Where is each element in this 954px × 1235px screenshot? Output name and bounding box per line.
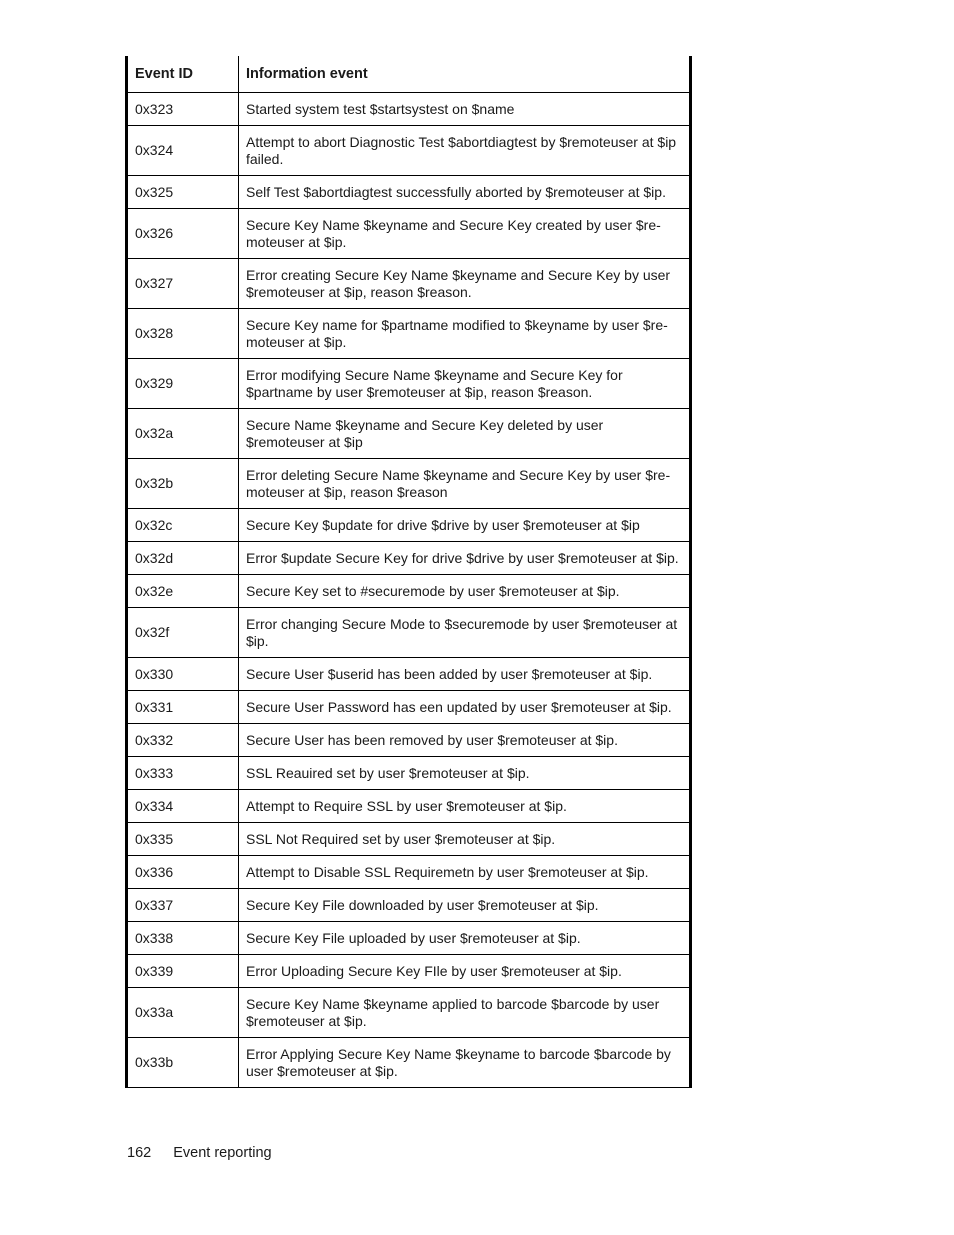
table-row <box>127 209 691 259</box>
table-body <box>127 93 691 1088</box>
table-row <box>127 922 691 955</box>
event-description-cell: SSL Reauired set by user $remoteuser at $ip. <box>239 757 691 790</box>
table-row <box>127 176 691 209</box>
table-row <box>127 409 691 459</box>
event-description-cell: Secure User $userid has been added by user $remoteuser at $ip. <box>239 658 691 691</box>
event-id-cell: 0x330 <box>127 658 239 691</box>
section-title: Event reporting <box>173 1145 272 1161</box>
event-id-cell: 0x32c <box>127 509 239 542</box>
table-row <box>127 757 691 790</box>
event-description-cell: Error deleting Secure Name $keyname and Secure Key by user $re-moteuser at $ip, reason $reason <box>239 459 691 509</box>
event-id-cell: 0x332 <box>127 724 239 757</box>
event-id-cell: 0x335 <box>127 823 239 856</box>
table-row <box>127 93 691 126</box>
event-description-cell: Error changing Secure Mode to $securemode by user $remoteuser at $ip. <box>239 608 691 658</box>
event-description-cell: Attempt to Require SSL by user $remoteuser at $ip. <box>239 790 691 823</box>
event-id-cell: 0x324 <box>127 126 239 176</box>
event-id-cell: 0x32a <box>127 409 239 459</box>
event-description-cell: Secure Key Name $keyname and Secure Key created by user $re-moteuser at $ip. <box>239 209 691 259</box>
event-description-cell: Error modifying Secure Name $keyname and Secure Key for $partname by user $remoteuser at $ip, reason $reason. <box>239 359 691 409</box>
event-description-cell: Attempt to Disable SSL Requiremetn by user $remoteuser at $ip. <box>239 856 691 889</box>
event-description-cell: Secure User Password has een updated by user $remoteuser at $ip. <box>239 691 691 724</box>
event-id-cell: 0x32b <box>127 459 239 509</box>
event-id-cell: 0x327 <box>127 259 239 309</box>
table-row <box>127 542 691 575</box>
event-id-cell: 0x32f <box>127 608 239 658</box>
event-id-cell: 0x339 <box>127 955 239 988</box>
table-row <box>127 658 691 691</box>
event-id-cell: 0x334 <box>127 790 239 823</box>
event-id-cell: 0x328 <box>127 309 239 359</box>
table-row <box>127 691 691 724</box>
event-description-cell: Started system test $startsystest on $name <box>239 93 691 126</box>
event-description-cell: Error creating Secure Key Name $keyname and Secure Key by user $remoteuser at $ip, reason $reason. <box>239 259 691 309</box>
event-id-cell: 0x33a <box>127 988 239 1038</box>
table-header-row <box>127 56 691 93</box>
event-id-cell: 0x337 <box>127 889 239 922</box>
table-row <box>127 1038 691 1088</box>
column-header-event-id: Event ID <box>127 56 239 93</box>
table-row <box>127 509 691 542</box>
table-row <box>127 575 691 608</box>
event-id-cell: 0x338 <box>127 922 239 955</box>
event-description-cell: Secure Key File downloaded by user $remoteuser at $ip. <box>239 889 691 922</box>
table-row <box>127 856 691 889</box>
table-row <box>127 459 691 509</box>
table-row <box>127 988 691 1038</box>
event-id-cell: 0x333 <box>127 757 239 790</box>
event-id-cell: 0x32e <box>127 575 239 608</box>
event-id-cell: 0x331 <box>127 691 239 724</box>
table-row <box>127 608 691 658</box>
event-description-cell: SSL Not Required set by user $remoteuser at $ip. <box>239 823 691 856</box>
table-row <box>127 724 691 757</box>
event-id-cell: 0x325 <box>127 176 239 209</box>
event-description-cell: Secure User has been removed by user $remoteuser at $ip. <box>239 724 691 757</box>
event-id-cell: 0x329 <box>127 359 239 409</box>
page-number: 162 <box>127 1145 152 1161</box>
table-row <box>127 359 691 409</box>
table-row <box>127 790 691 823</box>
event-description-cell: Secure Key set to #securemode by user $remoteuser at $ip. <box>239 575 691 608</box>
event-description-cell: Self Test $abortdiagtest successfully aborted by $remoteuser at $ip. <box>239 176 691 209</box>
event-description-cell: Secure Key $update for drive $drive by user $remoteuser at $ip <box>239 509 691 542</box>
event-id-cell: 0x33b <box>127 1038 239 1088</box>
event-description-cell: Error Uploading Secure Key FIle by user $remoteuser at $ip. <box>239 955 691 988</box>
event-id-cell: 0x32d <box>127 542 239 575</box>
table-row <box>127 309 691 359</box>
event-description-cell: Secure Key Name $keyname applied to barcode $barcode by user $remoteuser at $ip. <box>239 988 691 1038</box>
event-description-cell: Attempt to abort Diagnostic Test $abortdiagtest by $remoteuser at $ip failed. <box>239 126 691 176</box>
table-row <box>127 955 691 988</box>
column-header-information-event: Information event <box>239 56 691 93</box>
event-id-cell: 0x323 <box>127 93 239 126</box>
table-row <box>127 126 691 176</box>
event-description-cell: Secure Name $keyname and Secure Key deleted by user $remoteuser at $ip <box>239 409 691 459</box>
event-description-cell: Error $update Secure Key for drive $drive by user $remoteuser at $ip. <box>239 542 691 575</box>
event-description-cell: Secure Key name for $partname modified to $keyname by user $re-moteuser at $ip. <box>239 309 691 359</box>
table-row <box>127 889 691 922</box>
event-description-cell: Secure Key File uploaded by user $remoteuser at $ip. <box>239 922 691 955</box>
table-row <box>127 259 691 309</box>
event-id-cell: 0x336 <box>127 856 239 889</box>
page-footer <box>127 1145 272 1161</box>
event-id-cell: 0x326 <box>127 209 239 259</box>
event-table <box>125 56 692 1088</box>
table-row <box>127 823 691 856</box>
event-description-cell: Error Applying Secure Key Name $keyname to barcode $barcode by user $remoteuser at $ip. <box>239 1038 691 1088</box>
